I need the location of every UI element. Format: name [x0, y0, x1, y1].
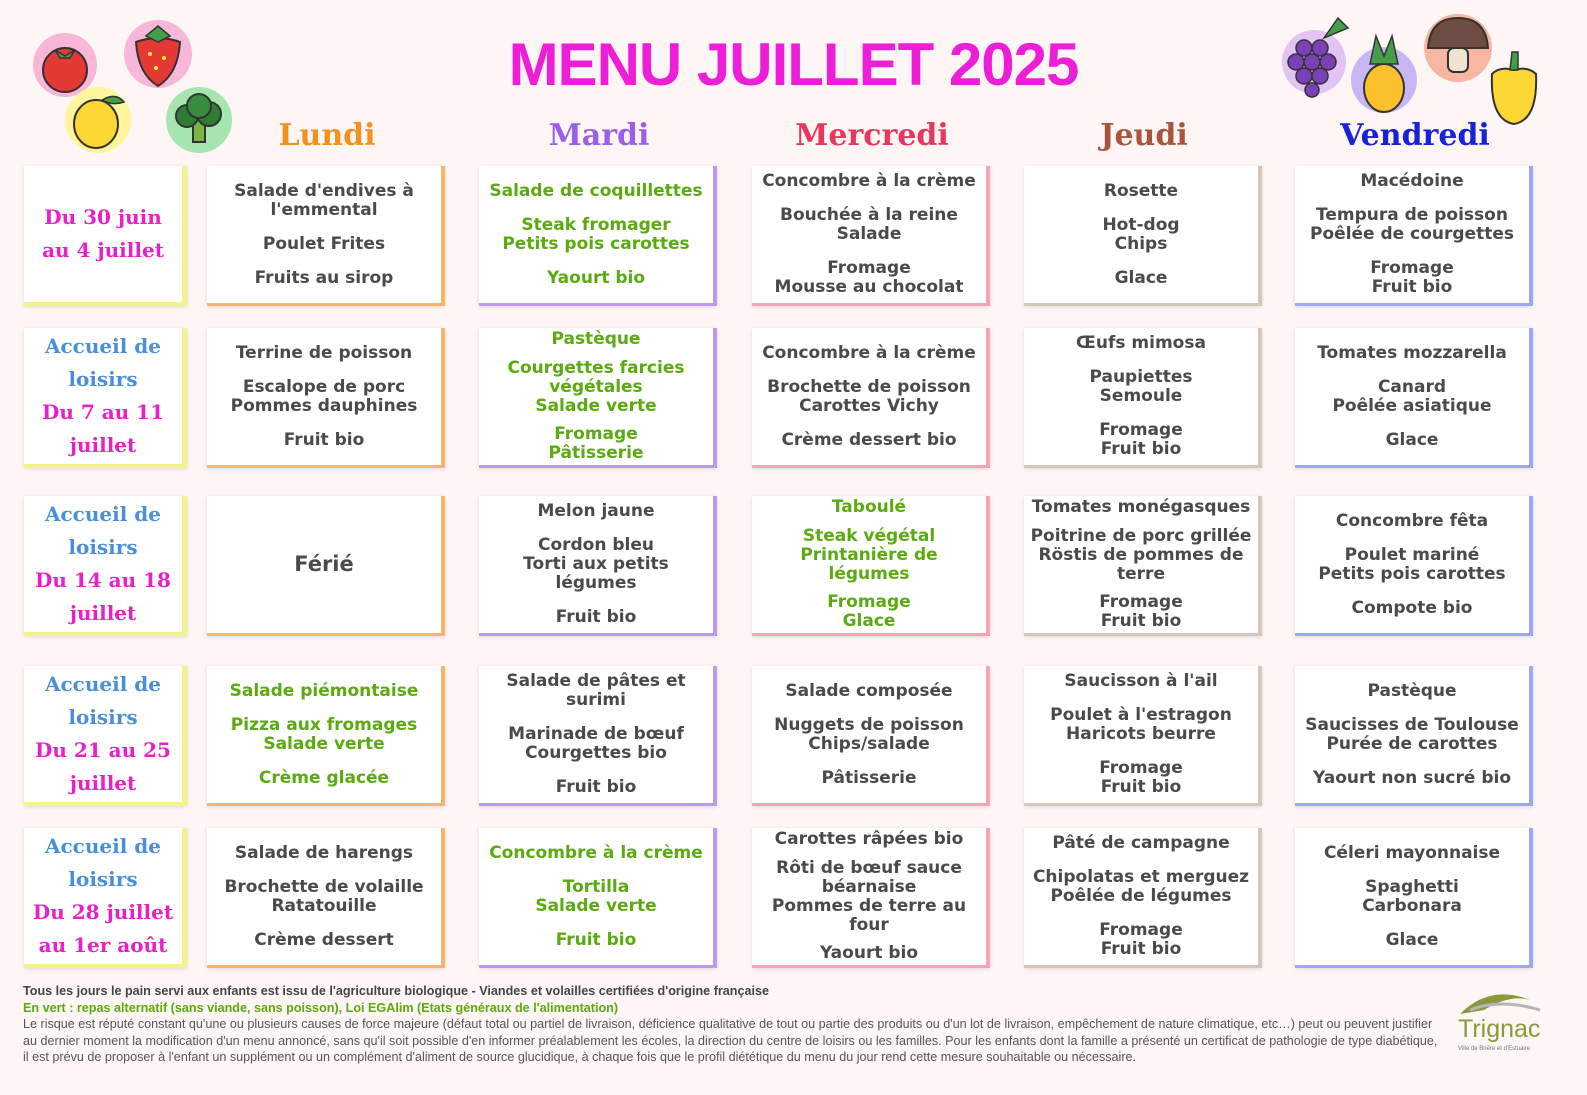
menu-item: Yaourt non sucré bio	[1312, 767, 1512, 788]
menu-item: Pâtisserie	[548, 443, 644, 463]
menu-item: Fruit bio	[1100, 439, 1182, 459]
week-label-line: loisirs	[68, 867, 138, 891]
menu-item: Poêlée de courgettes	[1310, 224, 1514, 244]
menu-item: Glace	[1114, 267, 1168, 288]
menu-item: Crème dessert bio	[781, 429, 957, 450]
menu-item: Ratatouille	[271, 895, 377, 916]
pineapple-icon	[1346, 30, 1422, 118]
week-label-line: Accueil de	[44, 502, 161, 526]
menu-item: Fromage	[1099, 758, 1183, 778]
menu-item: Semoule	[1099, 386, 1183, 406]
menu-item: Salade composée	[785, 680, 953, 701]
menu-item: Pâté de campagne	[1052, 833, 1230, 853]
menu-item: Yaourt bio	[819, 943, 919, 963]
menu-item: terre	[1117, 563, 1165, 584]
menu-item: Glace	[1385, 429, 1439, 450]
week-label-card	[24, 166, 187, 306]
menu-item: Steak végétal	[802, 525, 936, 546]
menu-item: Glace	[1385, 929, 1439, 950]
menu-item: Fromage	[1370, 258, 1454, 278]
menu-item: Fromage	[1099, 920, 1183, 940]
menu-card-vendredi	[1295, 828, 1533, 968]
menu-card-jeudi	[1024, 828, 1262, 968]
menu-item: Poitrine de porc grillée	[1030, 525, 1252, 546]
week-label-line: Accueil de	[44, 834, 161, 858]
menu-item: Salade verte	[263, 733, 385, 754]
menu-item: Marinade de bœuf	[508, 724, 684, 744]
menu-item: Fruit bio	[283, 429, 365, 450]
menu-card-mercredi	[752, 496, 990, 636]
week-label-card	[24, 328, 187, 468]
menu-card-mardi	[479, 496, 717, 636]
week-label-line: au 1er août	[38, 933, 168, 957]
menu-item: Chips	[1114, 233, 1168, 254]
menu-item: Fruit bio	[1371, 277, 1453, 297]
menu-item: Fruit bio	[555, 777, 637, 797]
menu-card-lundi	[207, 496, 445, 636]
menu-item: Saucisses de Toulouse	[1305, 714, 1519, 735]
menu-card-mercredi	[752, 328, 990, 468]
menu-item: Carottes râpées bio	[774, 829, 964, 849]
menu-item: Hot-dog	[1102, 214, 1180, 235]
menu-item: Röstis de pommes de	[1038, 544, 1244, 565]
menu-item: Purée de carottes	[1326, 733, 1498, 754]
week-label-card	[24, 828, 187, 968]
menu-item: Courgettes bio	[525, 743, 667, 763]
menu-card-lundi	[207, 666, 445, 806]
menu-item: Spaghetti	[1365, 876, 1459, 897]
menu-card-jeudi	[1024, 166, 1262, 306]
menu-item: Concombre fêta	[1335, 510, 1489, 531]
menu-item: Fromage	[1099, 420, 1183, 440]
week-label-line: Du 30 juin	[44, 205, 162, 229]
menu-item: Mousse au chocolat	[774, 277, 964, 297]
footer-disclaimer: Le risque est réputé constant qu'une ou plusieurs causes de force majeure (défaut total ou partiel de livraison, déficience qualitative de tout ou partie des produits ou d'un lot de livraison, empêchement de nature climatique, etc…) peut ou peuvent justifier au dernier moment la modification d'un menu annoncé, sans qu'il soit possible d'en informer préalablement les écoles, la direction du centre de loisirs ou les familles. Pour les enfants dont la famille a présenté un certificat de pathologie de type diabétique, il est prévu de proposer à l'enfant un supplément ou un complément d'aliment de source glucidique, à chaque fois que le profil diététique du menu du jour rend cette mesure souhaitable ou nécessaire.	[23, 1017, 1438, 1064]
menu-item: Tomates mozzarella	[1317, 342, 1507, 363]
menu-item: Glace	[842, 611, 896, 631]
week-label-line: Du 7 au 11	[41, 400, 165, 424]
menu-item: Salade verte	[535, 895, 657, 916]
menu-card-lundi	[207, 166, 445, 306]
menu-item: Compote bio	[1351, 597, 1473, 618]
menu-card-jeudi	[1024, 666, 1262, 806]
menu-item: Concombre à la crème	[762, 342, 976, 363]
menu-item: Céleri mayonnaise	[1323, 842, 1501, 863]
menu-item: Fruit bio	[555, 929, 637, 950]
menu-card-vendredi	[1295, 496, 1533, 636]
day-header-jeudi: Jeudi	[1100, 118, 1188, 153]
menu-item: Fruit bio	[1100, 939, 1182, 959]
strawberry-icon	[120, 14, 196, 94]
menu-card-mercredi	[752, 666, 990, 806]
menu-item: Poulet mariné	[1344, 544, 1480, 565]
menu-item: Melon jaune	[537, 501, 655, 521]
menu-item: Salade de harengs	[234, 842, 414, 863]
week-label-line: Accueil de	[44, 672, 161, 696]
menu-card-mardi	[479, 828, 717, 968]
menu-item: Carottes Vichy	[799, 395, 939, 416]
menu-item: Salade d'endives à	[234, 180, 414, 201]
pepper-icon	[1478, 40, 1550, 130]
week-label-card	[24, 496, 187, 636]
menu-item: Fromage	[554, 424, 638, 444]
week-label-line: Du 21 au 25	[35, 738, 171, 762]
menu-item: Salade verte	[535, 395, 657, 416]
menu-card-lundi	[207, 328, 445, 468]
menu-item: Courgettes farcies	[507, 357, 685, 378]
menu-item: Poulet à l'estragon	[1050, 705, 1232, 725]
menu-item: Tortilla	[562, 876, 630, 897]
menu-item: Pommes de terre au four	[771, 895, 967, 935]
menu-item: Crème glacée	[258, 767, 390, 788]
menu-item: Printanière de légumes	[800, 544, 938, 584]
menu-item: Taboulé	[831, 497, 907, 517]
menu-item: Fruit bio	[1100, 777, 1182, 797]
footer-green-legend: En vert : repas alternatif (sans viande, sans poisson), Loi EGAlim (Etats généraux de l'alimentation)	[23, 1000, 619, 1015]
logo-tagline: Ville de Brière et d'Estuaire	[1458, 1046, 1531, 1052]
day-header-mardi: Mardi	[548, 118, 650, 153]
menu-item: Rôti de bœuf sauce	[776, 857, 962, 878]
menu-item: Concombre à la crème	[489, 842, 703, 863]
menu-item: Poêlée de légumes	[1050, 886, 1232, 906]
menu-item: Poêlée asiatique	[1332, 395, 1492, 416]
menu-item: Fruit bio	[1100, 611, 1182, 631]
week-label-line: Du 14 au 18	[35, 568, 171, 592]
menu-item: Torti aux petits légumes	[523, 554, 669, 593]
menu-item: Tempura de poisson	[1316, 205, 1508, 225]
menu-item: Nuggets de poisson	[774, 714, 964, 735]
menu-item: l'emmental	[270, 199, 378, 220]
menu-item: Chipolatas et merguez	[1032, 867, 1250, 887]
day-header-vendredi: Vendredi	[1340, 118, 1490, 153]
menu-item: Concombre à la crème	[762, 171, 976, 191]
menu-card-lundi	[207, 828, 445, 968]
menu-card-vendredi	[1295, 166, 1533, 306]
footer-notes	[23, 983, 1438, 1066]
menu-item: Macédoine	[1360, 171, 1464, 191]
week-label-line: juillet	[69, 601, 137, 625]
menu-item: Canard	[1377, 376, 1447, 397]
menu-item: Haricots beurre	[1066, 724, 1216, 744]
menu-item: Terrine de poisson	[235, 342, 413, 363]
day-header-lundi: Lundi	[278, 118, 376, 153]
menu-item: Bouchée à la reine	[780, 205, 958, 225]
menu-item: Rosette	[1103, 180, 1179, 201]
week-label-line: Accueil de	[44, 334, 161, 358]
week-label-line: juillet	[69, 771, 137, 795]
menu-item: Œufs mimosa	[1076, 333, 1206, 353]
menu-item: Salade	[836, 224, 902, 244]
week-label-line: juillet	[69, 433, 137, 457]
menu-card-mardi	[479, 166, 717, 306]
menu-item: Cordon bleu	[537, 535, 655, 555]
menu-item: Salade piémontaise	[229, 680, 419, 701]
menu-item: Férié	[294, 552, 354, 576]
menu-item: béarnaise	[821, 876, 917, 897]
week-label-line: au 4 juillet	[42, 238, 164, 262]
menu-item: Fromage	[1099, 592, 1183, 612]
menu-item: Pâtisserie	[821, 767, 917, 788]
menu-item: Fruit bio	[555, 607, 637, 627]
menu-item: Fruits au sirop	[254, 267, 394, 288]
menu-item: Saucisson à l'ail	[1064, 671, 1218, 691]
menu-card-vendredi	[1295, 666, 1533, 806]
menu-item: Yaourt bio	[546, 267, 646, 288]
menu-item: Crème dessert	[254, 929, 394, 950]
menu-item: Petits pois carottes	[502, 233, 690, 254]
footer-bio-note: Tous les jours le pain servi aux enfants est issu de l'agriculture biologique - Viandes et volailles certifiées d'origine française	[23, 984, 769, 998]
menu-item: Brochette de volaille	[224, 876, 424, 897]
menu-card-jeudi	[1024, 496, 1262, 636]
logo-name: Trignac	[1458, 1015, 1541, 1043]
menu-item: Brochette de poisson	[767, 376, 971, 397]
menu-item: Tomates monégasques	[1031, 497, 1251, 517]
menu-item: Pastèque	[1367, 680, 1457, 701]
week-label-line: loisirs	[68, 367, 138, 391]
lemon-icon	[62, 84, 134, 156]
menu-item: Poulet Frites	[262, 233, 386, 254]
menu-card-mercredi	[752, 828, 990, 968]
day-header-mercredi: Mercredi	[795, 118, 949, 153]
menu-item: Fromage	[827, 258, 911, 278]
menu-item: Fromage	[827, 592, 911, 612]
menu-card-mercredi	[752, 166, 990, 306]
menu-item: Pommes dauphines	[230, 395, 418, 416]
menu-item: Paupiettes	[1089, 367, 1193, 387]
menu-item: Pizza aux fromages	[230, 714, 418, 735]
menu-item: Steak fromager	[521, 214, 671, 235]
week-label-line: Du 28 juillet	[32, 900, 174, 924]
menu-item: végétales	[549, 376, 643, 397]
menu-card-vendredi	[1295, 328, 1533, 468]
menu-card-mardi	[479, 328, 717, 468]
menu-item: Salade de coquillettes	[489, 180, 703, 201]
menu-card-jeudi	[1024, 328, 1262, 468]
menu-item: Carbonara	[1362, 895, 1462, 916]
menu-item: Pastèque	[551, 329, 641, 349]
week-label-line: loisirs	[68, 535, 138, 559]
menu-item: Petits pois carottes	[1318, 563, 1506, 584]
menu-item: Escalope de porc	[242, 376, 406, 397]
menu-card-mardi	[479, 666, 717, 806]
week-label-card	[24, 666, 187, 806]
menu-item: Salade de pâtes et surimi	[506, 671, 686, 710]
week-label-line: loisirs	[68, 705, 138, 729]
page-title: MENU JUILLET 2025	[508, 31, 1079, 98]
menu-item: Chips/salade	[808, 733, 930, 754]
